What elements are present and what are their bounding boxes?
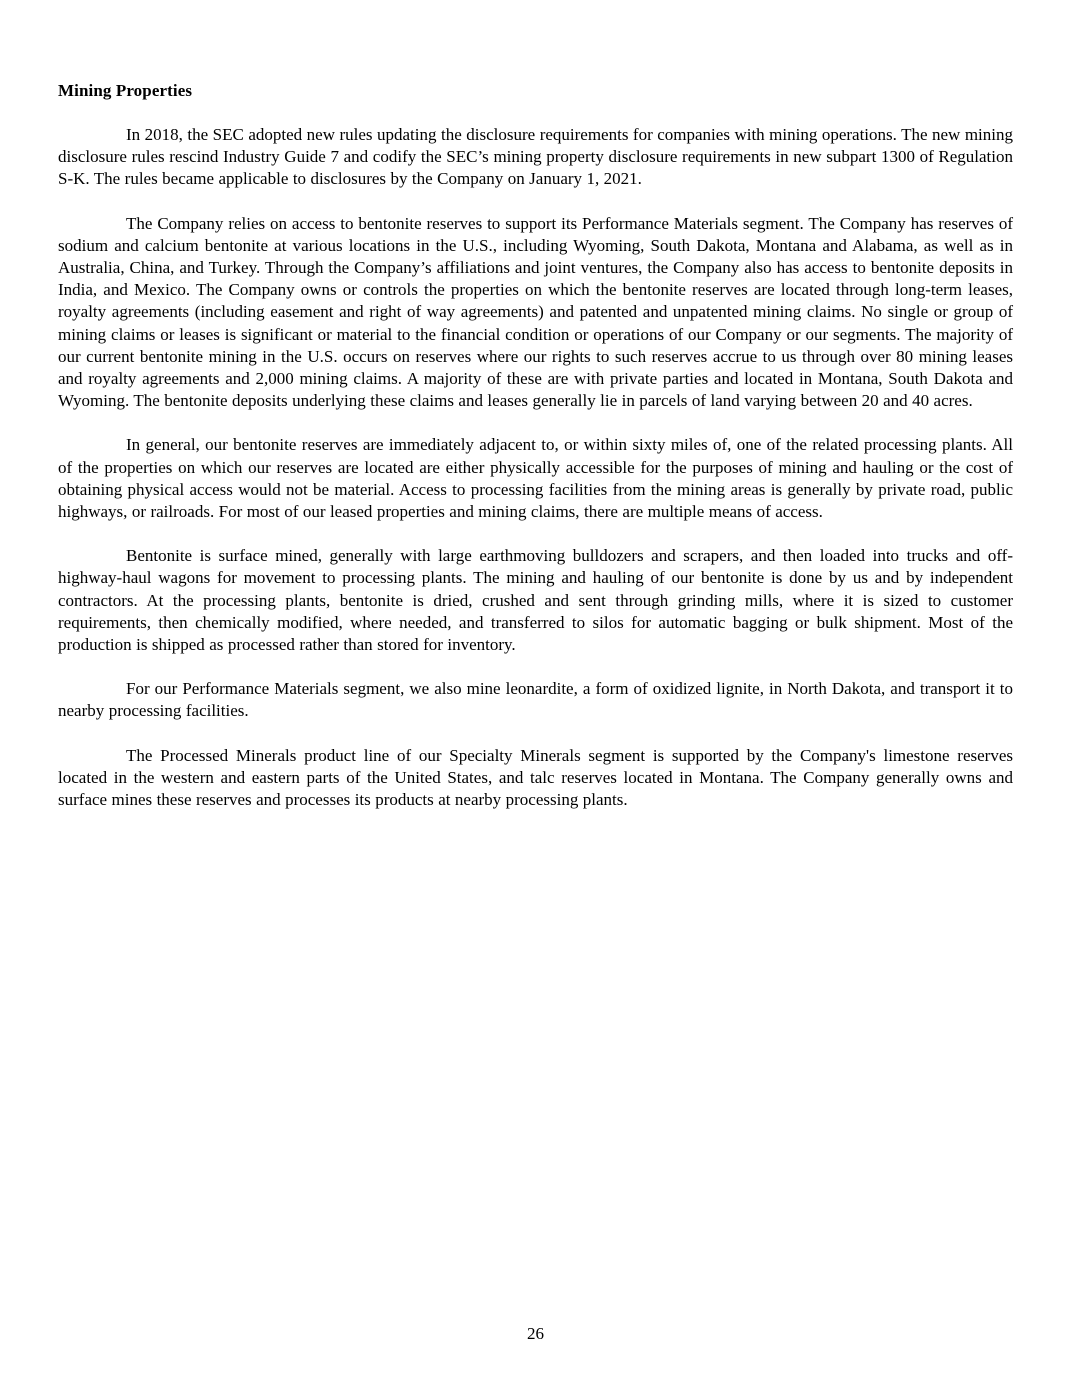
- paragraph-sec-rules: In 2018, the SEC adopted new rules updating the disclosure requirements for companies with mining operations. The new mining disclosure rules rescind Industry Guide 7 and codify the SEC’s mining property disclosure requirements in new subpart 1300 of Regulation S-K. The rules became applicable to disclosures by the Company on January 1, 2021.: [58, 125, 1013, 189]
- page-number: 26: [527, 1324, 544, 1343]
- paragraph-surface-mining: Bentonite is surface mined, generally with large earthmoving bulldozers and scrapers, and then loaded into trucks and off-highway-haul wagons for movement to processing plants. The mining and hauling of our bentonite is done by us and by independent contractors. At the processing plants, bentonite is dried, crushed and sent through grinding mills, where it is sized to customer requirements, then chemically modified, where needed, and transferred to silos for automatic bagging or bulk shipment. Most of the production is shipped as processed rather than stored for inventory.: [58, 546, 1013, 655]
- paragraph-bentonite-reserves: The Company relies on access to bentonite reserves to support its Performance Materials segment. The Company has reserves of sodium and calcium bentonite at various locations in the U.S., including Wyoming, South Dakota, Montana and Alabama, as well as in Australia, China, and Turkey. Through the Company’s affiliations and joint ventures, the Company also has access to bentonite deposits in India, and Mexico. The Company owns or controls the properties on which the bentonite reserves are located through long-term leases, royalty agreements (including easement and right of way agreements) and patented and unpatented mining claims. No single or group of mining claims or leases is significant or material to the financial condition or operations of our Company or our segments. The majority of our current bentonite mining in the U.S. occurs on reserves where our rights to such reserves accrue to us through over 80 mining leases and royalty agreements and 2,000 mining claims. A majority of these are with private parties and located in Montana, South Dakota and Wyoming. The bentonite deposits underlying these claims and leases generally lie in parcels of land varying between 20 and 40 acres.: [58, 213, 1013, 411]
- paragraph-leonardite: For our Performance Materials segment, we also mine leonardite, a form of oxidized lignite, in North Dakota, and transport it to nearby processing facilities.: [58, 679, 1013, 721]
- paragraph-processed-minerals: The Processed Minerals product line of our Specialty Minerals segment is supported by the Company's limestone reserves located in the western and eastern parts of the United States, and talc reserves located in Montana. The Company generally owns and surface mines these reserves and processes its products at nearby processing plants.: [58, 745, 1013, 810]
- page-content: [58, 80, 1013, 811]
- page-title: Mining Properties: [58, 81, 193, 100]
- paragraph-reserve-access: In general, our bentonite reserves are immediately adjacent to, or within sixty miles of, one of the related processing plants. All of the properties on which our reserves are located are either physically accessible for the purposes of mining and hauling or the cost of obtaining physical access would not be material. Access to processing facilities from the mining areas is generally by private road, public highways, or railroads. For most of our leased properties and mining claims, there are multiple means of access.: [58, 435, 1013, 522]
